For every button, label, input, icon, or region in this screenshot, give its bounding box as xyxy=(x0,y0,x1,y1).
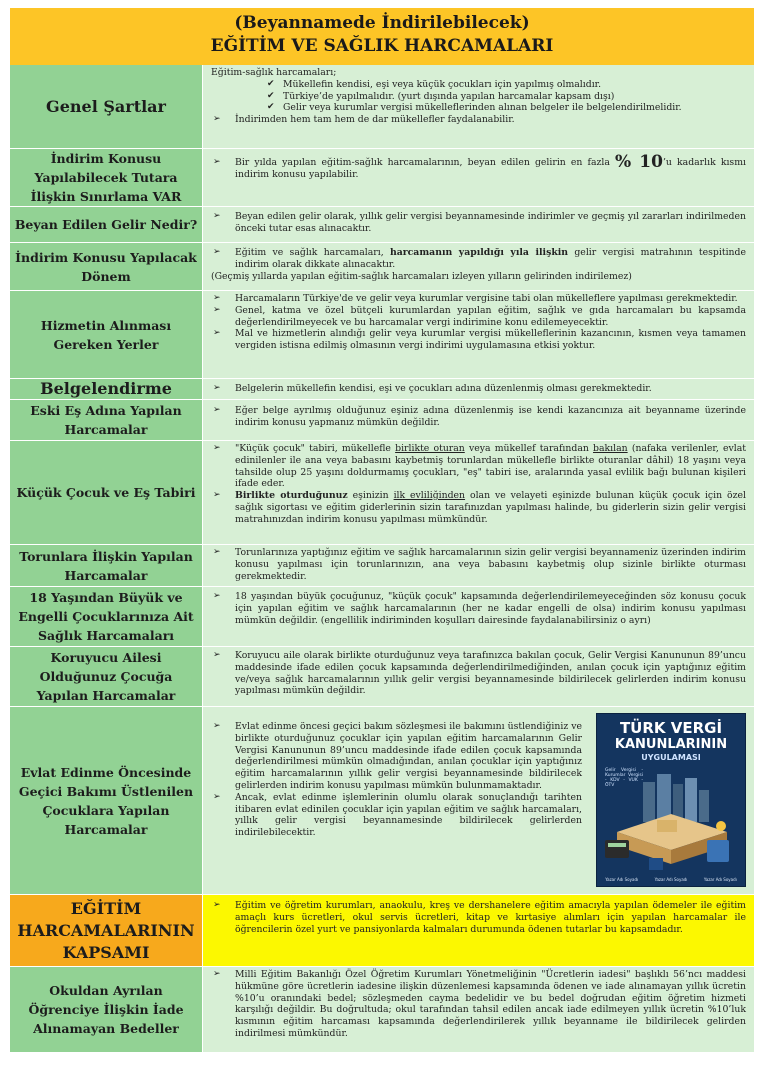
genel-check-3: ✔ Gelir veya kurumlar vergisi mükelleflerinden alınan belgeler ile belgelendirilmelidir. xyxy=(211,102,746,114)
infographic-page xyxy=(10,8,754,1054)
page-header xyxy=(10,8,754,65)
content-engelli xyxy=(203,587,754,646)
label-kucuk-cocuk: Küçük Çocuk ve Eş Tabiri xyxy=(10,441,203,544)
kucuk-p1-a: "Küçük çocuk" tabiri, mükellefle xyxy=(235,443,391,454)
sinir-percent: % 10 xyxy=(615,152,663,172)
book-author-2: Yazar Adı Soyadı xyxy=(654,877,688,882)
label-evlat-edinme: Evlat Edinme Öncesinde Geçici Bakımı Üstlenilen Çocuklara Yapılan Harcamalar xyxy=(10,707,203,894)
book-title-2: KANUNLARININ xyxy=(614,737,728,752)
row-beyan-gelir xyxy=(10,207,754,243)
sinir-bullet xyxy=(211,152,746,181)
kucuk-p1-c: (nafaka verilenler, evlat edinilenler ile ana veya babasını kaybetmiş torunlardan mükellefle birlikte oturanlar dâhil) 18 yaşını veya tahsilde olup 25 yaşını doldurmamış çocukları, "eş" tabiri ise, aralarında yasal evlilik bağı bulunan kişileri ifade eder. xyxy=(235,443,746,490)
hizmet-bullet-1: ➢ Harcamaların Türkiye'de ve gelir veya kurumlar vergisine tabi olan mükelleflere yapılması gerekmektedir. xyxy=(211,293,746,305)
label-genel-sartlar: Genel Şartlar xyxy=(10,65,203,148)
content-kapsam xyxy=(203,895,754,966)
content-belgelendirme xyxy=(203,379,754,399)
beyan-bullet: ➢ Beyan edilen gelir olarak, yıllık gelir vergisi beyannamesinde indirimler ve geçmiş yıl zararları indirilmeden önceki tutar esas alınacaktır. xyxy=(211,211,746,235)
genel-bullet: ➢ İndirimden hem tam hem de dar mükellefler faydalanabilir. xyxy=(211,114,746,126)
content-eski-es xyxy=(203,400,754,440)
content-koruyucu xyxy=(203,647,754,706)
label-koruyucu: Koruyucu Ailesi Olduğunuz Çocuğa Yapılan Harcamalar xyxy=(10,647,203,706)
kucuk-p2-u: ilk evliliğinden xyxy=(393,490,466,502)
row-belgelendirme xyxy=(10,379,754,400)
sinir-text-a: Bir yılda yapılan eğitim-sağlık harcamalarının, beyan edilen gelirin en fazla xyxy=(235,157,610,168)
row-kapsam xyxy=(10,895,754,967)
sinir-text-b: ’u kadarlık kısmı indirim konusu yapılabilir. xyxy=(235,157,746,180)
kucuk-p2-bold: Birlikte oturduğunuz xyxy=(235,490,348,502)
content-okuldan-ayrilan xyxy=(203,967,754,1052)
header-title: EĞİTİM VE SAĞLIK HARCAMALARI xyxy=(210,36,554,56)
content-beyan-gelir xyxy=(203,207,754,242)
eski-bullet: ➢ Eğer belge ayrılmış olduğunuz eşiniz adına düzenlenmiş ise kendi kazancınıza ait beyanname üzerinde indirim konusu yapmanız mümkün değildir. xyxy=(211,405,746,429)
row-koruyucu xyxy=(10,647,754,707)
donem-bullet xyxy=(211,247,746,271)
hizmet-bullet-2: ➢ Genel, katma ve özel bütçeli kurumlardan yapılan eğitim, sağlık ve gıda harcamaları bu kapsamda değerlendirilmeyecek ve bu harcamalar vergi indirimine konu edilemeyecektir. xyxy=(211,305,746,329)
kucuk-p1-u2: bakılan xyxy=(593,443,628,454)
kapsam-bullet: ➢ Eğitim ve öğretim kurumları, anaokulu, kreş ve dershanelere eğitim amacıyla yapılan ödemeler ile eğitim amaçlı kurs ücretleri, okul servis ücretleri, kitap ve kırtasiye alımları için yapılan harcamalar ile öğrencilerin özel yurt ve pansiyonlarda kalmaları durumunda ödenen tutarlar bu kapsamdadır. xyxy=(211,900,746,935)
book-author-1: Yazar Adı Soyadı xyxy=(605,877,639,882)
belge-bullet: ➢ Belgelerin mükellefin kendisi, eşi ve çocukları adına düzenlenmiş olması gerekmektedir. xyxy=(211,383,746,395)
book-cover-illustration xyxy=(597,774,745,878)
genel-intro: Eğitim-sağlık harcamaları; xyxy=(211,67,337,78)
row-hizmet-yerleri xyxy=(10,291,754,379)
book-authors xyxy=(597,877,745,882)
book-cover-image xyxy=(596,713,746,887)
content-donem xyxy=(203,243,754,290)
label-engelli: 18 Yaşından Büyük ve Engelli Çocuklarınıza Ait Sağlık Harcamaları xyxy=(10,587,203,646)
kucuk-p1-b: veya mükellef tarafından xyxy=(468,443,589,454)
label-hizmet-yerleri: Hizmetin Alınması Gereken Yerler xyxy=(10,291,203,378)
content-evlat-edinme xyxy=(203,707,754,894)
book-title-3: UYGULAMASI xyxy=(641,753,701,762)
row-sinirlama xyxy=(10,149,754,207)
content-torunlar xyxy=(203,545,754,586)
donem-text-a: Eğitim ve sağlık harcamaları, xyxy=(235,247,384,258)
donem-note: (Geçmiş yıllarda yapılan eğitim-sağlık harcamaları izleyen yılların gelirinden indirilemez) xyxy=(211,270,632,282)
label-kapsam: EĞİTİM HARCAMALARININ KAPSAMI xyxy=(10,895,203,966)
book-title-1: TÜRK VERGİ xyxy=(619,719,723,737)
row-eski-es xyxy=(10,400,754,441)
label-belgelendirme: Belgelendirme xyxy=(10,379,203,399)
kucuk-bullet-2 xyxy=(211,490,746,525)
label-torunlar: Torunlara İlişkin Yapılan Harcamalar xyxy=(10,545,203,586)
evlat-bullet-1: ➢ Evlat edinme öncesi geçici bakım sözleşmesi ile bakımını üstlendiğiniz ve birlikte oturduğunuz çocuklar için yapılan eğitim harcamalarının Gelir Vergisi Kanununun 89’uncu maddesinde ifade edilen çocuk kapsamında değerlendirilmesi mümkün olmadığından, anılan çocuklar için yaptığınız eğitim harcamalarının yıllık gelir vergisi beyannamesinde bildirilecek gelirlerden indirim konusu yapılması mümkün bulunmamaktadır. xyxy=(211,721,582,792)
okul-bullet: ➢ Milli Eğitim Bakanlığı Özel Öğretim Kurumları Yönetmeliğinin "Ücretlerin iadesi" başlıklı 56’ncı maddesi hükmüne göre ücretlerin iadesine ilişkin düzenlemesi kapsamında ödenen ve iade alınamayan yıllık ücretin %10’u oranındaki bedel; sözleşmeden cayma bedelidir ve bu bedel doğrudan eğitim öğretim hizmeti karşılığı değildir. Bu doğrultuda; okul tarafından tahsil edilen ancak iade edilmeyen yıllık ücretin %10’luk kısmının eğitim harcaması kapsamında değerlendirilerek yıllık beyanname ile bildirilecek gelirden indirilmesi mümkündür. xyxy=(211,969,746,1040)
row-okuldan-ayrilan xyxy=(10,967,754,1053)
kucuk-p2-b: olan ve velayeti eşinizde bulunan küçük çocuk için özel sağlık sigortası ve eğitim giderlerinin sizin tarafınızdan yapılması halinde, bu giderlerin sizin gelir vergisi matrahınızdan indirim konusu yapılması mümkündür. xyxy=(235,490,746,525)
koruyucu-bullet: ➢ Koruyucu aile olarak birlikte oturduğunuz veya tarafınızca bakılan çocuk, Gelir Vergisi Kanununun 89’uncu maddesinde ifade edilen çocuk kapsamında değerlendirilmediğinden, anılan çocuk için yaptığınız eğitim ve/veya sağlık harcamalarının yıllık gelir vergisi beyannamesinde bildirilecek gelirlerden indirim konusu yapılması mümkün değildir. xyxy=(211,650,746,697)
row-genel-sartlar xyxy=(10,65,754,149)
row-evlat-edinme xyxy=(10,707,754,895)
kucuk-bullet-1 xyxy=(211,443,746,490)
header-subtitle: (Beyannamede İndirilebilecek) xyxy=(234,13,530,33)
content-sinirlama xyxy=(203,149,754,206)
hizmet-bullet-3: ➢ Mal ve hizmetlerin alındığı gelir veya kurumlar vergisi mükelleflerinin kazancının, kısmen veya tamamen vergiden istisna edilmiş olmasının vergi indirimi uygulamasına etkisi yoktur. xyxy=(211,328,746,352)
label-okuldan-ayrilan: Okuldan Ayrılan Öğrenciye İlişkin İade Alınamayan Bedeller xyxy=(10,967,203,1052)
engelli-bullet: ➢ 18 yaşından büyük çocuğunuz, "küçük çocuk" kapsamında değerlendirilemeyeceğinden söz konusu çocuk için yapılan eğitim ve sağlık harcamalarının (her ne kadar engelli de olsa) indirim konusu yapılması mümkün değildir. (engellilik indiriminden koşulları dairesinde faydalanabilirsiniz o ayrı) xyxy=(211,591,746,626)
kucuk-p1-u1: birlikte oturan xyxy=(395,443,465,454)
torun-bullet: ➢ Torunlarınıza yaptığınız eğitim ve sağlık harcamalarının sizin gelir vergisi beyannameniz üzerinden indirim konusu yapılması için torunlarınızın, ana veya babasını kaybetmiş olup sizinle birlikte oturması gerekmektedir. xyxy=(211,547,746,582)
content-genel-sartlar xyxy=(203,65,754,148)
row-donem xyxy=(10,243,754,291)
label-beyan-gelir: Beyan Edilen Gelir Nedir? xyxy=(10,207,203,242)
content-kucuk-cocuk xyxy=(203,441,754,544)
donem-text-bold: harcamanın yapıldığı yıla ilişkin xyxy=(389,247,569,258)
row-engelli xyxy=(10,587,754,647)
content-hizmet-yerleri xyxy=(203,291,754,378)
label-sinirlama: İndirim Konusu Yapılabilecek Tutara İlişkin Sınırlama VAR xyxy=(10,149,203,206)
book-author-3: Yazar Adı Soyadı xyxy=(703,877,737,882)
genel-check-1: ✔ Mükellefin kendisi, eşi veya küçük çocukları için yapılmış olmalıdır. xyxy=(211,79,746,91)
label-donem: İndirim Konusu Yapılacak Dönem xyxy=(10,243,203,290)
genel-check-2: ✔ Türkiye’de yapılmalıdır. (yurt dışında yapılan harcamalar kapsam dışı) xyxy=(211,91,746,103)
row-torunlar xyxy=(10,545,754,587)
book-subtitle: Gelir Vergisi - Kurumlar Vergisi - KDV - VUK - ÖTV xyxy=(605,768,643,788)
evlat-bullet-2: ➢ Ancak, evlat edinme işlemlerinin olumlu olarak sonuçlandığı tarihten itibaren evlat edinilen çocuklar için yapılan eğitim ve sağlık harcamaları, yıllık gelir vergisi beyannamesinde bildirilecek gelirlerden indirilebilecektir. xyxy=(211,792,582,839)
label-eski-es: Eski Eş Adına Yapılan Harcamalar xyxy=(10,400,203,440)
kucuk-p2-a: eşinizin xyxy=(352,490,389,502)
row-kucuk-cocuk xyxy=(10,441,754,545)
donem-text-b: gelir vergisi matrahının tespitinde indirim olarak dikkate alınacaktır. xyxy=(235,247,746,270)
